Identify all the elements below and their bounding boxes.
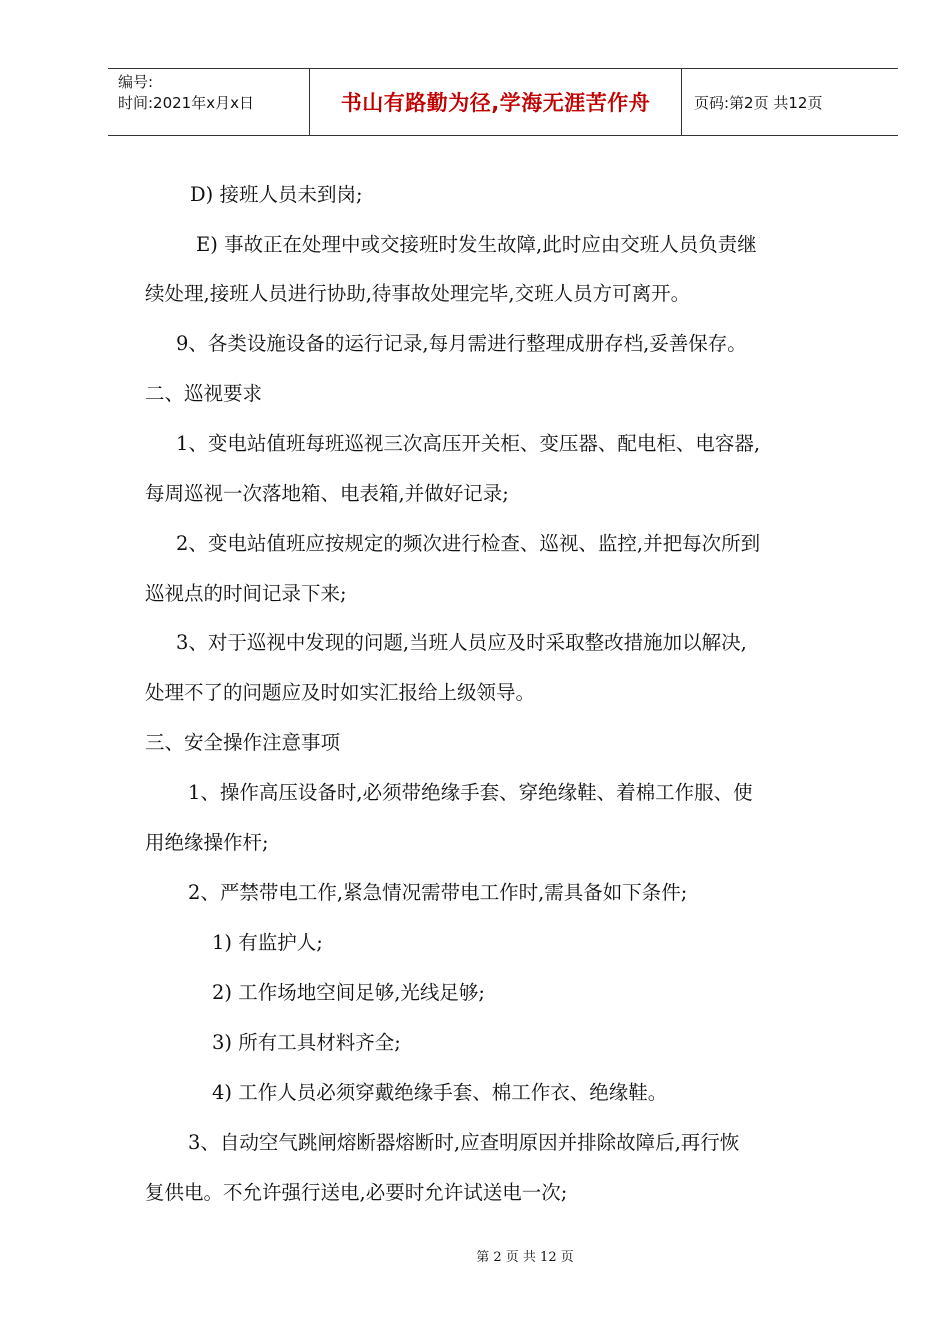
section-heading: 三、安全操作注意事项 xyxy=(145,731,341,754)
body-line: 复供电。不允许强行送电,必要时允许试送电一次; xyxy=(145,1181,568,1204)
body-line: 4) 工作人员必须穿戴绝缘手套、棉工作衣、绝缘鞋。 xyxy=(212,1081,668,1104)
body-line: 9、各类设施设备的运行记录,每月需进行整理成册存档,妥善保存。 xyxy=(176,332,747,355)
body-line: 3、自动空气跳闸熔断器熔断时,应查明原因并排除故障后,再行恢 xyxy=(188,1131,740,1154)
page-footer: 第 2 页 共 12 页 xyxy=(476,1250,574,1265)
body-line: 2、严禁带电工作,紧急情况需带电工作时,需具备如下条件; xyxy=(188,881,688,904)
header-page-info: 页码:第2页 共12页 xyxy=(694,93,823,112)
document-number-label: 编号: xyxy=(118,73,154,91)
body-line: 巡视点的时间记录下来; xyxy=(145,582,347,605)
page-header xyxy=(108,68,898,136)
body-line: 1、变电站值班每班巡视三次高压开关柜、变压器、配电柜、电容器, xyxy=(176,432,761,455)
header-motto: 书山有路勤为径,学海无涯苦作舟 xyxy=(310,69,682,135)
body-line: 1、操作高压设备时,必须带绝缘手套、穿绝缘鞋、着棉工作服、使 xyxy=(188,781,753,804)
document-date: 时间:2021年x月x日 xyxy=(118,94,254,112)
body-line: 1) 有监护人; xyxy=(212,931,323,954)
header-meta xyxy=(108,69,310,135)
body-line: 每周巡视一次落地箱、电表箱,并做好记录; xyxy=(145,482,509,505)
body-line: E) 事故正在处理中或交接班时发生故障,此时应由交班人员负责继 xyxy=(196,233,757,256)
body-line: 续处理,接班人员进行协助,待事故处理完毕,交班人员方可离开。 xyxy=(145,282,691,305)
body-line: 处理不了的问题应及时如实汇报给上级领导。 xyxy=(145,681,536,704)
body-line: 3、对于巡视中发现的问题,当班人员应及时采取整改措施加以解决, xyxy=(176,631,747,654)
body-line: 2) 工作场地空间足够,光线足够; xyxy=(212,981,485,1004)
section-heading: 二、巡视要求 xyxy=(145,382,263,405)
body-line: D) 接班人员未到岗; xyxy=(190,183,363,206)
body-line: 3) 所有工具材料齐全; xyxy=(212,1031,401,1054)
body-line: 2、变电站值班应按规定的频次进行检查、巡视、监控,并把每次所到 xyxy=(176,532,761,555)
body-line: 用绝缘操作杆; xyxy=(145,831,269,854)
